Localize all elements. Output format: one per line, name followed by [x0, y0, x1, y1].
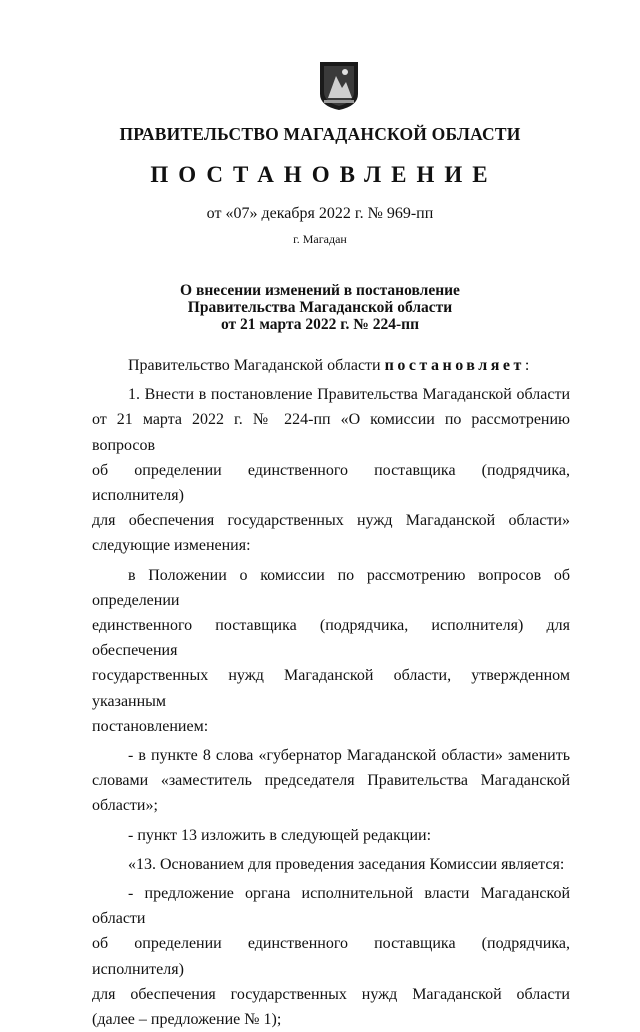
paragraph-line: в Положении о комиссии по рассмотрению вопросов об определении	[92, 566, 570, 609]
paragraph-line: - пункт 13 изложить в следующей редакции:	[128, 826, 432, 844]
paragraph-line: - предложение органа исполнительной власти Магаданской области	[92, 885, 570, 928]
document-date: от «07» декабря 2022 г. № 969-пп	[206, 205, 434, 222]
title-line: от 21 марта 2022 г. № 224-пп	[220, 316, 420, 333]
coat-of-arms-icon	[318, 60, 360, 112]
title-line: О внесении изменений в постановление	[180, 282, 460, 299]
intro-colon: :	[524, 357, 530, 374]
intro-prefix: Правительство Магаданской области	[128, 357, 381, 374]
document-city: г. Магадан	[293, 232, 347, 246]
paragraph-line: единственного поставщика (подрядчика, исполнителя) для обеспечения	[92, 617, 570, 660]
paragraph-line: 1. Внести в постановление Правительства Магаданской области	[128, 386, 570, 404]
paragraph-line: для обеспечения государственных нужд Магаданской области	[92, 985, 570, 1003]
document-type: ПОСТАНОВЛЕНИЕ	[150, 162, 498, 187]
paragraph-line: (далее – предложение № 1);	[92, 1011, 282, 1029]
paragraph-line: области»;	[92, 797, 158, 815]
paragraph-line: словами «заместитель председателя Правительства Магаданской	[92, 772, 570, 790]
paragraph-line: для обеспечения государственных нужд Магаданской области»	[92, 512, 570, 530]
intro-paragraph	[92, 353, 570, 378]
organization-name: ПРАВИТЕЛЬСТВО МАГАДАНСКОЙ ОБЛАСТИ	[119, 124, 521, 144]
paragraph-line: «13. Основанием для проведения заседания Комиссии является:	[128, 855, 565, 873]
document-title	[0, 282, 640, 333]
title-line: Правительства Магаданской области	[187, 299, 453, 316]
paragraph-line: об определении единственного поставщика (подрядчика, исполнителя)	[92, 935, 570, 978]
intro-verb: постановляет	[384, 357, 525, 374]
document-body	[92, 353, 570, 1032]
paragraph-line: - в пункте 8 слова «губернатор Магаданской области» заменить	[128, 747, 570, 765]
paragraph-line: об определении единственного поставщика (подрядчика, исполнителя)	[92, 461, 570, 505]
paragraph-line: государственных нужд Магаданской области, утвержденном указанным	[92, 667, 570, 710]
paragraph-line: постановлением:	[92, 717, 209, 735]
paragraph-line: следующие изменения:	[92, 537, 251, 555]
paragraph-line: от 21 марта 2022 г. № 224-пп «О комиссии по рассмотрению вопросов	[92, 411, 570, 454]
